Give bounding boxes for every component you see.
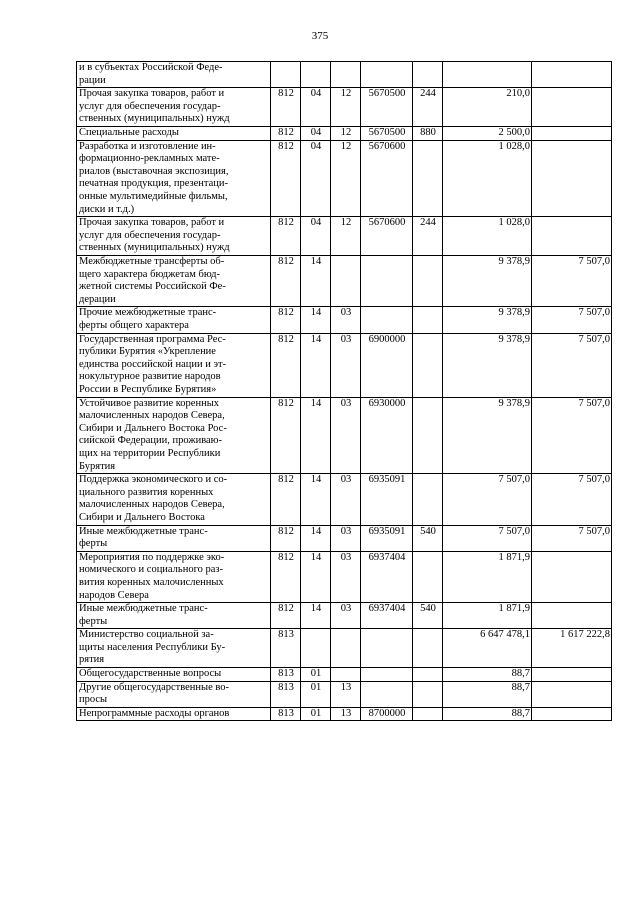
row-pr-cell: 13 [331,707,361,721]
row-vr-cell: 880 [413,126,443,140]
row-ved-cell [271,62,301,88]
row-sum1-cell: 9 378,9 [443,333,532,397]
table-row [77,603,612,629]
row-name-cell: Прочая закупка товаров, работ и услуг для обеспечения государ- ственных (муниципальных) нужд [77,217,271,256]
row-name-cell: Другие общегосударственные во- просы [77,681,271,707]
row-sum1-cell: 88,7 [443,681,532,707]
row-ved-cell: 812 [271,88,301,127]
row-sum1-cell: 2 500,0 [443,126,532,140]
table-row [77,551,612,602]
row-ved-cell: 813 [271,707,301,721]
row-rz-cell: 01 [301,707,331,721]
row-name-cell: Поддержка экономического и со- циального развития коренных малочисленных народов Севера, Сибири и Дальнего Востока [77,474,271,525]
row-pr-cell: 03 [331,551,361,602]
row-rz-cell: 04 [301,88,331,127]
row-rz-cell: 14 [301,307,331,333]
row-vr-cell [413,62,443,88]
row-csr-cell: 6930000 [361,397,413,474]
table-row [77,307,612,333]
row-vr-cell: 540 [413,525,443,551]
row-vr-cell [413,255,443,306]
row-vr-cell [413,333,443,397]
table-row [77,333,612,397]
row-pr-cell: 13 [331,681,361,707]
table-row [77,525,612,551]
table-row [77,474,612,525]
row-csr-cell [361,62,413,88]
row-ved-cell: 812 [271,333,301,397]
row-name-cell: Непрограммные расходы органов [77,707,271,721]
row-sum1-cell: 1 028,0 [443,140,532,217]
row-csr-cell [361,668,413,682]
row-csr-cell: 6935091 [361,474,413,525]
row-pr-cell: 03 [331,397,361,474]
row-vr-cell [413,668,443,682]
row-pr-cell: 12 [331,126,361,140]
table-row [77,126,612,140]
row-name-cell: Прочая закупка товаров, работ и услуг для обеспечения государ- ственных (муниципальных) нужд [77,88,271,127]
budget-table [76,61,612,721]
row-sum2-cell [532,126,612,140]
row-ved-cell: 813 [271,629,301,668]
row-sum1-cell: 88,7 [443,668,532,682]
row-pr-cell [331,629,361,668]
row-csr-cell: 6900000 [361,333,413,397]
row-rz-cell: 14 [301,255,331,306]
row-sum2-cell: 1 617 222,8 [532,629,612,668]
row-rz-cell: 04 [301,217,331,256]
row-ved-cell: 813 [271,668,301,682]
row-pr-cell: 03 [331,307,361,333]
row-ved-cell: 813 [271,681,301,707]
row-name-cell: Министерство социальной за- щиты населения Республики Бу- рятия [77,629,271,668]
row-pr-cell: 12 [331,140,361,217]
row-sum1-cell: 7 507,0 [443,525,532,551]
row-sum2-cell [532,681,612,707]
table-row [77,140,612,217]
row-pr-cell: 03 [331,603,361,629]
row-rz-cell: 14 [301,551,331,602]
row-name-cell: Устойчивое развитие коренных малочисленных народов Севера, Сибири и Дальнего Востока Рос- сийской Федерации, проживаю- щих на территории Республики Бурятия [77,397,271,474]
row-ved-cell: 812 [271,603,301,629]
budget-table-body [77,62,612,721]
row-ved-cell: 812 [271,217,301,256]
row-rz-cell [301,62,331,88]
row-vr-cell [413,629,443,668]
row-rz-cell [301,629,331,668]
row-rz-cell: 14 [301,603,331,629]
row-pr-cell: 03 [331,525,361,551]
row-rz-cell: 14 [301,397,331,474]
row-name-cell: Разработка и изготовление ин- формационно-рекламных мате- риалов (выставочная экспозиция, печатная продукция, презентаци- онные мультимедийные фильмы, диски и т.д.) [77,140,271,217]
row-csr-cell: 6935091 [361,525,413,551]
row-sum1-cell: 1 871,9 [443,551,532,602]
row-pr-cell [331,668,361,682]
row-ved-cell: 812 [271,397,301,474]
row-sum2-cell [532,551,612,602]
row-sum1-cell: 1 871,9 [443,603,532,629]
row-name-cell: Мероприятия по поддержке эко- номического и социального раз- вития коренных малочисленных народов Севера [77,551,271,602]
row-sum1-cell: 9 378,9 [443,397,532,474]
row-ved-cell: 812 [271,307,301,333]
table-row [77,629,612,668]
row-csr-cell: 8700000 [361,707,413,721]
row-ved-cell: 812 [271,140,301,217]
row-sum2-cell: 7 507,0 [532,397,612,474]
row-sum1-cell [443,62,532,88]
row-vr-cell [413,551,443,602]
row-rz-cell: 14 [301,474,331,525]
row-rz-cell: 01 [301,668,331,682]
row-name-cell: Государственная программа Рес- публики Бурятия «Укрепление единства российской нации и эт- нокультурное развитие народов России в Республике Бурятия» [77,333,271,397]
row-sum1-cell: 6 647 478,1 [443,629,532,668]
row-name-cell: и в субъектах Российской Феде- рации [77,62,271,88]
row-sum2-cell: 7 507,0 [532,255,612,306]
row-csr-cell [361,255,413,306]
row-pr-cell: 12 [331,217,361,256]
row-pr-cell: 03 [331,474,361,525]
row-csr-cell: 5670500 [361,126,413,140]
row-csr-cell: 6937404 [361,603,413,629]
row-sum2-cell [532,603,612,629]
table-row [77,668,612,682]
row-vr-cell [413,707,443,721]
row-pr-cell: 03 [331,333,361,397]
row-vr-cell [413,681,443,707]
row-sum1-cell: 7 507,0 [443,474,532,525]
row-vr-cell [413,474,443,525]
row-csr-cell: 5670600 [361,217,413,256]
row-sum2-cell: 7 507,0 [532,333,612,397]
row-name-cell: Прочие межбюджетные транс- ферты общего характера [77,307,271,333]
row-ved-cell: 812 [271,551,301,602]
row-rz-cell: 14 [301,525,331,551]
table-row [77,217,612,256]
row-name-cell: Межбюджетные трансферты об- щего характера бюджетам бюд- жетной системы Российской Фе- дерации [77,255,271,306]
row-sum2-cell [532,217,612,256]
row-sum1-cell: 210,0 [443,88,532,127]
row-vr-cell [413,307,443,333]
row-ved-cell: 812 [271,474,301,525]
row-ved-cell: 812 [271,255,301,306]
table-row [77,62,612,88]
row-vr-cell: 244 [413,88,443,127]
row-csr-cell: 5670500 [361,88,413,127]
table-row [77,681,612,707]
row-csr-cell [361,307,413,333]
row-sum2-cell [532,140,612,217]
row-sum1-cell: 9 378,9 [443,255,532,306]
row-name-cell: Иные межбюджетные транс- ферты [77,603,271,629]
row-pr-cell [331,62,361,88]
row-sum1-cell: 9 378,9 [443,307,532,333]
row-name-cell: Специальные расходы [77,126,271,140]
row-csr-cell: 6937404 [361,551,413,602]
table-row [77,397,612,474]
row-vr-cell: 244 [413,217,443,256]
row-vr-cell [413,140,443,217]
row-rz-cell: 04 [301,126,331,140]
row-sum2-cell [532,668,612,682]
row-sum2-cell: 7 507,0 [532,525,612,551]
table-row [77,707,612,721]
row-ved-cell: 812 [271,126,301,140]
table-row [77,255,612,306]
row-name-cell: Иные межбюджетные транс- ферты [77,525,271,551]
table-row [77,88,612,127]
row-rz-cell: 04 [301,140,331,217]
row-ved-cell: 812 [271,525,301,551]
row-pr-cell [331,255,361,306]
row-sum2-cell [532,88,612,127]
page-number: 375 [311,30,329,42]
row-rz-cell: 01 [301,681,331,707]
row-sum1-cell: 88,7 [443,707,532,721]
row-pr-cell: 12 [331,88,361,127]
row-sum1-cell: 1 028,0 [443,217,532,256]
row-rz-cell: 14 [301,333,331,397]
row-sum2-cell: 7 507,0 [532,474,612,525]
row-csr-cell [361,629,413,668]
row-vr-cell: 540 [413,603,443,629]
row-name-cell: Общегосударственные вопросы [77,668,271,682]
row-sum2-cell [532,707,612,721]
row-csr-cell [361,681,413,707]
row-sum2-cell: 7 507,0 [532,307,612,333]
row-vr-cell [413,397,443,474]
row-csr-cell: 5670600 [361,140,413,217]
row-sum2-cell [532,62,612,88]
